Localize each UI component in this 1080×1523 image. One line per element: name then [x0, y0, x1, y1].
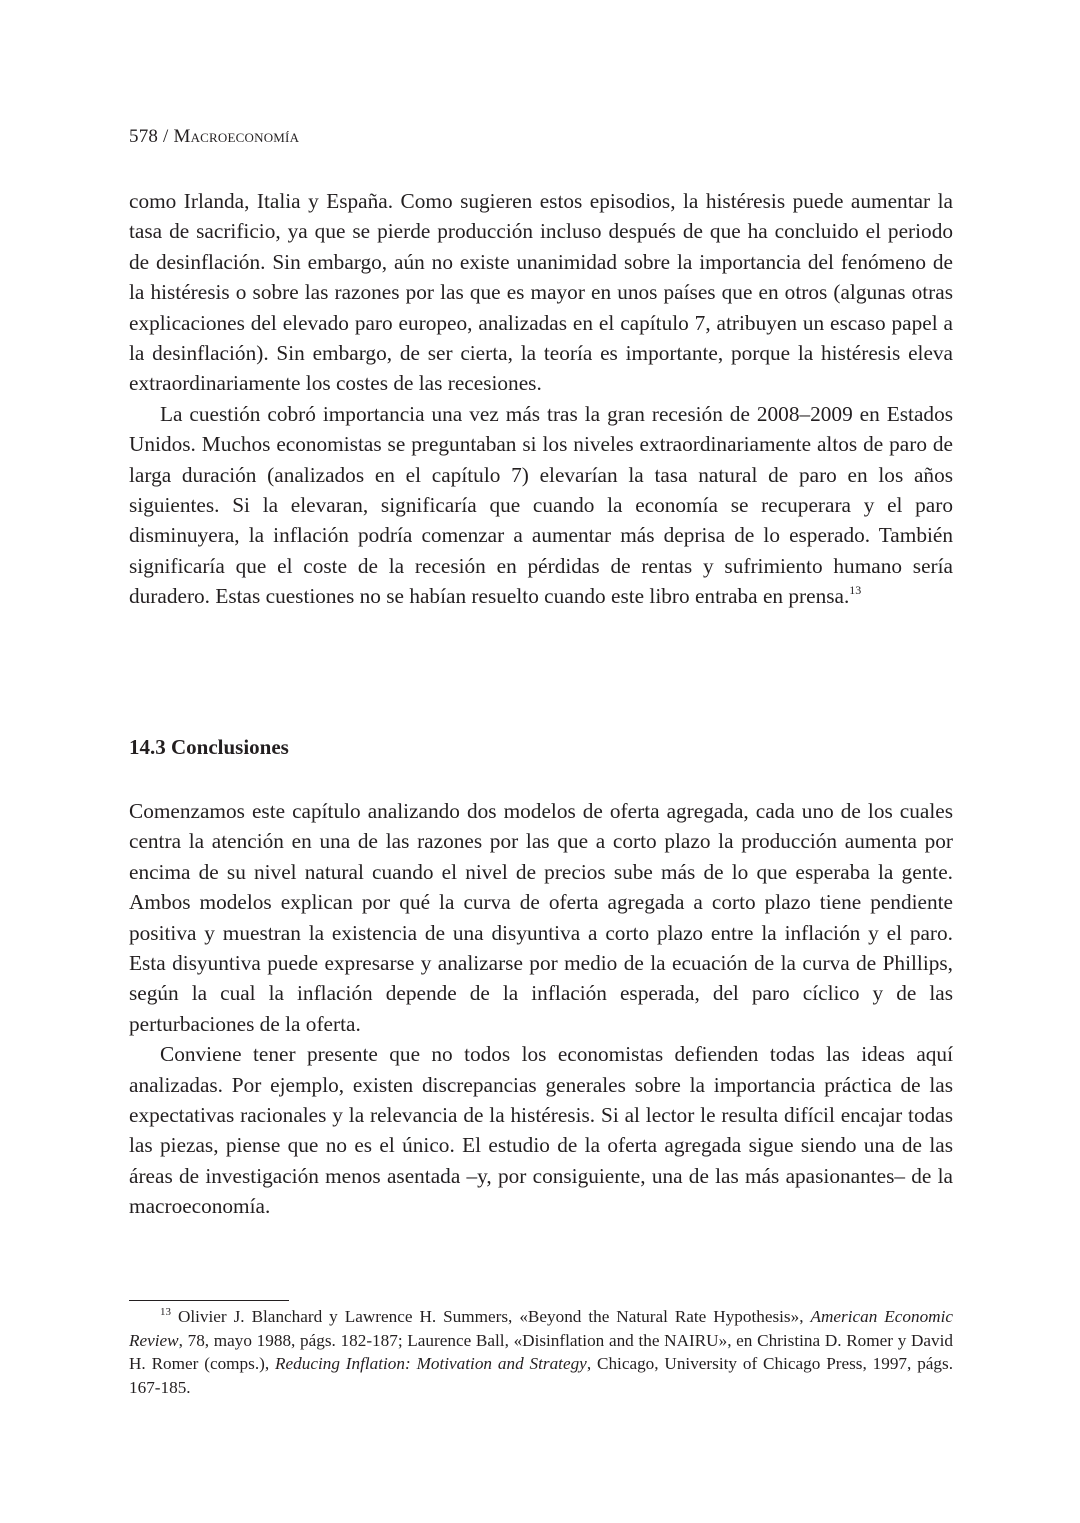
footnote-reference[interactable]: 13 — [849, 583, 862, 598]
journal-title: American Economic Review — [129, 1307, 953, 1350]
footnote-number: 13 — [160, 1306, 171, 1318]
paragraph-text: La cuestión cobró importancia una vez más tras la gran recesión de 2008–2009 en Estados Unidos. Muchos economistas se preguntaban si los niveles extraordinariamente altos de paro de larga duración (analizados en el capítulo 7) elevarían la tasa natural de paro en los años siguientes. Si la elevaran, significaría que cuando la economía se recuperara y el paro disminuyera, la inflación podría comenzar a aumentar más deprisa de lo esperado. También significaría que el coste de la recesión en pérdidas de rentas y sufrimiento humano sería duradero. Estas cuestiones no se habían resuelto cuando este libro entraba en prensa. — [129, 401, 953, 609]
section-heading: 14.3 Conclusiones — [129, 735, 289, 759]
footnote-text — [129, 1305, 953, 1399]
book-title-citation: Reducing Inflation: Motivation and Strategy — [275, 1354, 587, 1374]
footnote-part: , 78, mayo 1988, págs. 182-187; Laurence Ball, «Disinflation and the NAIRU», en Christina D. Romer y David H. Romer (comps.), — [129, 1330, 953, 1374]
footnote-part: , Chicago, University of Chicago Press, 1997, págs. 167-185. — [129, 1354, 953, 1397]
paragraph — [129, 399, 953, 612]
conclusions-body — [129, 796, 953, 1222]
footnote-divider — [129, 1300, 289, 1301]
body-text-before-section — [129, 186, 953, 612]
paragraph: Conviene tener presente que no todos los economistas defienden todas las ideas aquí analizadas. Por ejemplo, existen discrepancias generales sobre la importancia práctica de las expectativas racionales y la relevancia de la histéresis. Si al lector le resulta difícil encajar todas las piezas, piense que no es el único. El estudio de la oferta agregada sigue siendo una de las áreas de investigación menos asentada –y, por consiguiente, una de las más apasionantes– de la macroeconomía. — [129, 1042, 953, 1219]
footnote — [129, 1305, 953, 1399]
book-title: Macroeconomía — [173, 126, 300, 147]
paragraph: Comenzamos este capítulo analizando dos modelos de oferta agregada, cada uno de los cuales centra la atención en una de las razones por las que a corto plazo la producción aumenta por encima de su nivel natural cuando el nivel de precios sube más de lo que esperaba la gente. Ambos modelos explican por qué la curva de oferta agregada a corto plazo tiene pendiente positiva y muestran la existencia de una disyuntiva a corto plazo entre la inflación y el paro. Esta disyuntiva puede expresarse y analizarse por medio de la ecuación de la curva de Phillips, según la cual la inflación depende de la inflación esperada, del paro cíclico y de las perturbaciones de la oferta. — [129, 799, 953, 1036]
running-head-separator: / — [158, 126, 174, 147]
running-head — [129, 126, 299, 148]
paragraph: como Irlanda, Italia y España. Como sugieren estos episodios, la histéresis puede aumentar la tasa de sacrificio, ya que se pierde producción incluso después de que ha concluido el periodo de desinflación. Sin embargo, aún no existe unanimidad sobre la importancia del fenómeno de la histéresis o sobre las razones por las que es mayor en unos países que en otros (algunas otras explicaciones del elevado paro europeo, analizadas en el capítulo 7, atribuyen un escaso papel a la desinflación). Sin embargo, de ser cierta, la teoría es importante, porque la histéresis eleva extraordinariamente los costes de las recesiones. — [129, 189, 953, 396]
footnote-part: Olivier J. Blanchard y Lawrence H. Summers, «Beyond the Natural Rate Hypothesis», — [171, 1307, 811, 1326]
page-number: 578 — [129, 126, 159, 147]
